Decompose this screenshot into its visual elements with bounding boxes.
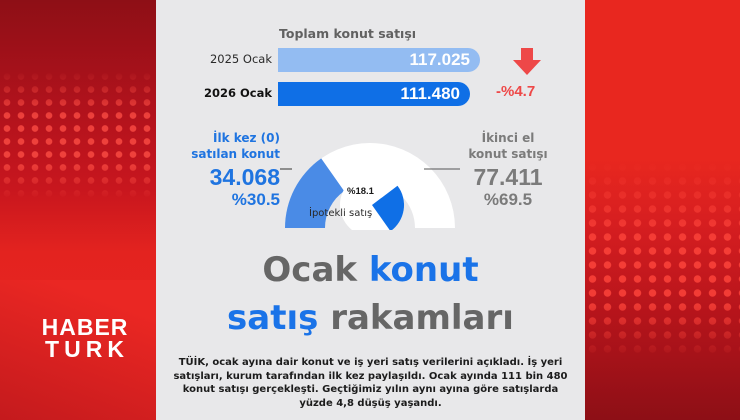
first-sales-value: 34.068 [209, 164, 280, 190]
change-percent: -%4.7 [496, 83, 536, 100]
second-hand-percent: %69.5 [483, 190, 533, 209]
mortgage-percent: %18.1 [347, 186, 374, 197]
total-sales-title: Toplam konut satışı [279, 26, 417, 41]
headline-part2: konut [368, 250, 479, 290]
headline-part1: Ocak [262, 250, 369, 290]
first-sales-label-2: satılan konut [191, 147, 280, 161]
first-sales-label-1: İlk kez (0) [212, 131, 280, 145]
headline-part4: rakamları [318, 298, 514, 338]
headline-part3: satış [227, 298, 319, 338]
haberturk-logo [33, 316, 137, 360]
mortgage-label: İpotekli satış [309, 208, 373, 219]
logo-line2: TURK [45, 336, 129, 362]
logo-line1: HABER [41, 314, 129, 340]
description-text: TÜİK, ocak ayına dair konut ve iş yeri satış verilerini açıkladı. İş yeri satışları, kurum tarafından ilk kez paylaşıldı. Ocak ayında 111 bin 480 konut satışı gerçekleşti. Geçtiğimiz yılın aynı ayına göre satışlarda yüzde 4,8 düşüş yaşandı. [173, 357, 568, 409]
first-sales-percent: %30.5 [231, 190, 280, 209]
row-label-2026: 2026 Ocak [203, 86, 272, 100]
second-hand-label-1: İkinci el [481, 131, 535, 145]
headline [156, 246, 585, 342]
row-label-2025: 2025 Ocak [209, 52, 272, 66]
arrow-down-icon [512, 48, 542, 76]
second-hand-value: 77.411 [473, 164, 543, 190]
first-sales-stat [180, 130, 280, 210]
bar-2026: 111.480 [278, 82, 470, 106]
second-hand-label-2: konut satışı [468, 147, 548, 161]
second-hand-stat [466, 130, 550, 210]
background-right [585, 0, 740, 420]
bar-2025: 117.025 [278, 48, 480, 72]
